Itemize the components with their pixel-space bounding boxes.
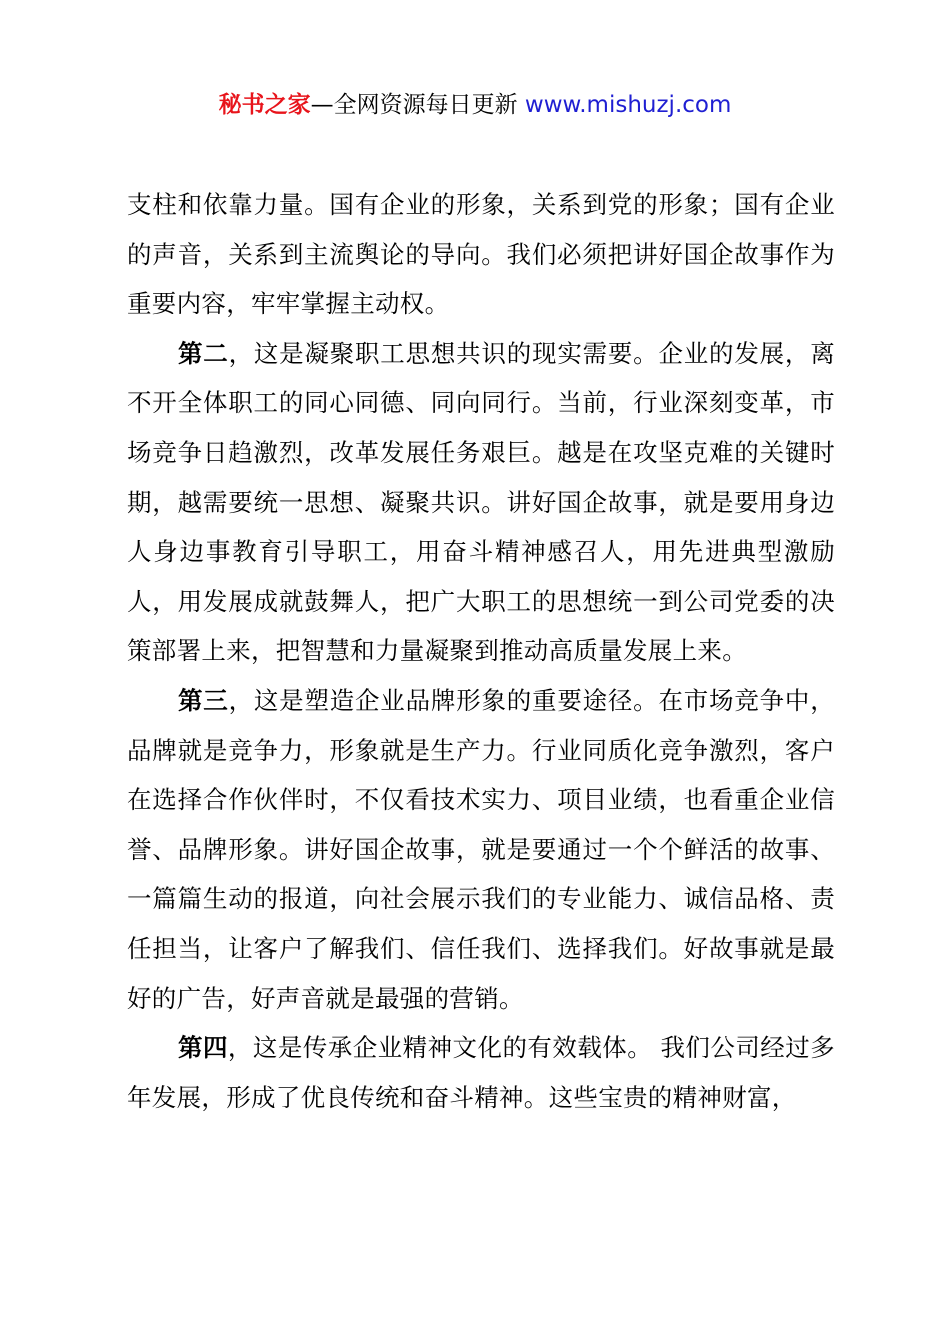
- site-header: [0, 88, 950, 122]
- paragraph-text: 支柱和依靠力量。国有企业的形象，关系到党的形象；国有企业的声音，关系到主流舆论的导向。我们必须把讲好国企故事作为重要内容，牢牢掌握主动权。: [127, 190, 835, 319]
- paragraph-third: [127, 676, 835, 1023]
- paragraph-lead: 第四: [178, 1033, 228, 1063]
- paragraph-fourth: [127, 1023, 835, 1122]
- paragraph-lead: 第三: [178, 685, 229, 715]
- document-body: [127, 180, 835, 1122]
- paragraph-lead: 第二: [178, 338, 229, 368]
- paragraph-text: ，这是传承企业精神文化的有效载体。 我们公司经过多年发展，形成了优良传统和奋斗精神。这些宝贵的精神财富，: [127, 1033, 835, 1112]
- paragraph-continuation: [127, 180, 835, 329]
- brand-name: 秘书之家: [218, 92, 311, 118]
- header-tagline: —全网资源每日更新: [310, 92, 525, 118]
- site-url[interactable]: www.mishuzj.com: [524, 92, 732, 118]
- paragraph-second: [127, 329, 835, 676]
- paragraph-text: ，这是凝聚职工思想共识的现实需要。企业的发展，离不开全体职工的同心同德、同向同行。当前，行业深刻变革，市场竞争日趋激烈，改革发展任务艰巨。越是在攻坚克难的关键时期，越需要统一思想、凝聚共识。讲好国企故事，就是要用身边人身边事教育引导职工，用奋斗精神感召人，用先进典型激励人，用发展成就鼓舞人，把广大职工的思想统一到公司党委的决策部署上来，把智慧和力量凝聚到推动高质量发展上来。: [127, 338, 835, 666]
- paragraph-text: ，这是塑造企业品牌形象的重要途径。在市场竞争中，品牌就是竞争力，形象就是生产力。行业同质化竞争激烈，客户在选择合作伙伴时，不仅看技术实力、项目业绩，也看重企业信誉、品牌形象。讲好国企故事，就是要通过一个个鲜活的故事、一篇篇生动的报道，向社会展示我们的专业能力、诚信品格、责任担当，让客户了解我们、信任我们、选择我们。好故事就是最好的广告，好声音就是最强的营销。: [127, 685, 835, 1013]
